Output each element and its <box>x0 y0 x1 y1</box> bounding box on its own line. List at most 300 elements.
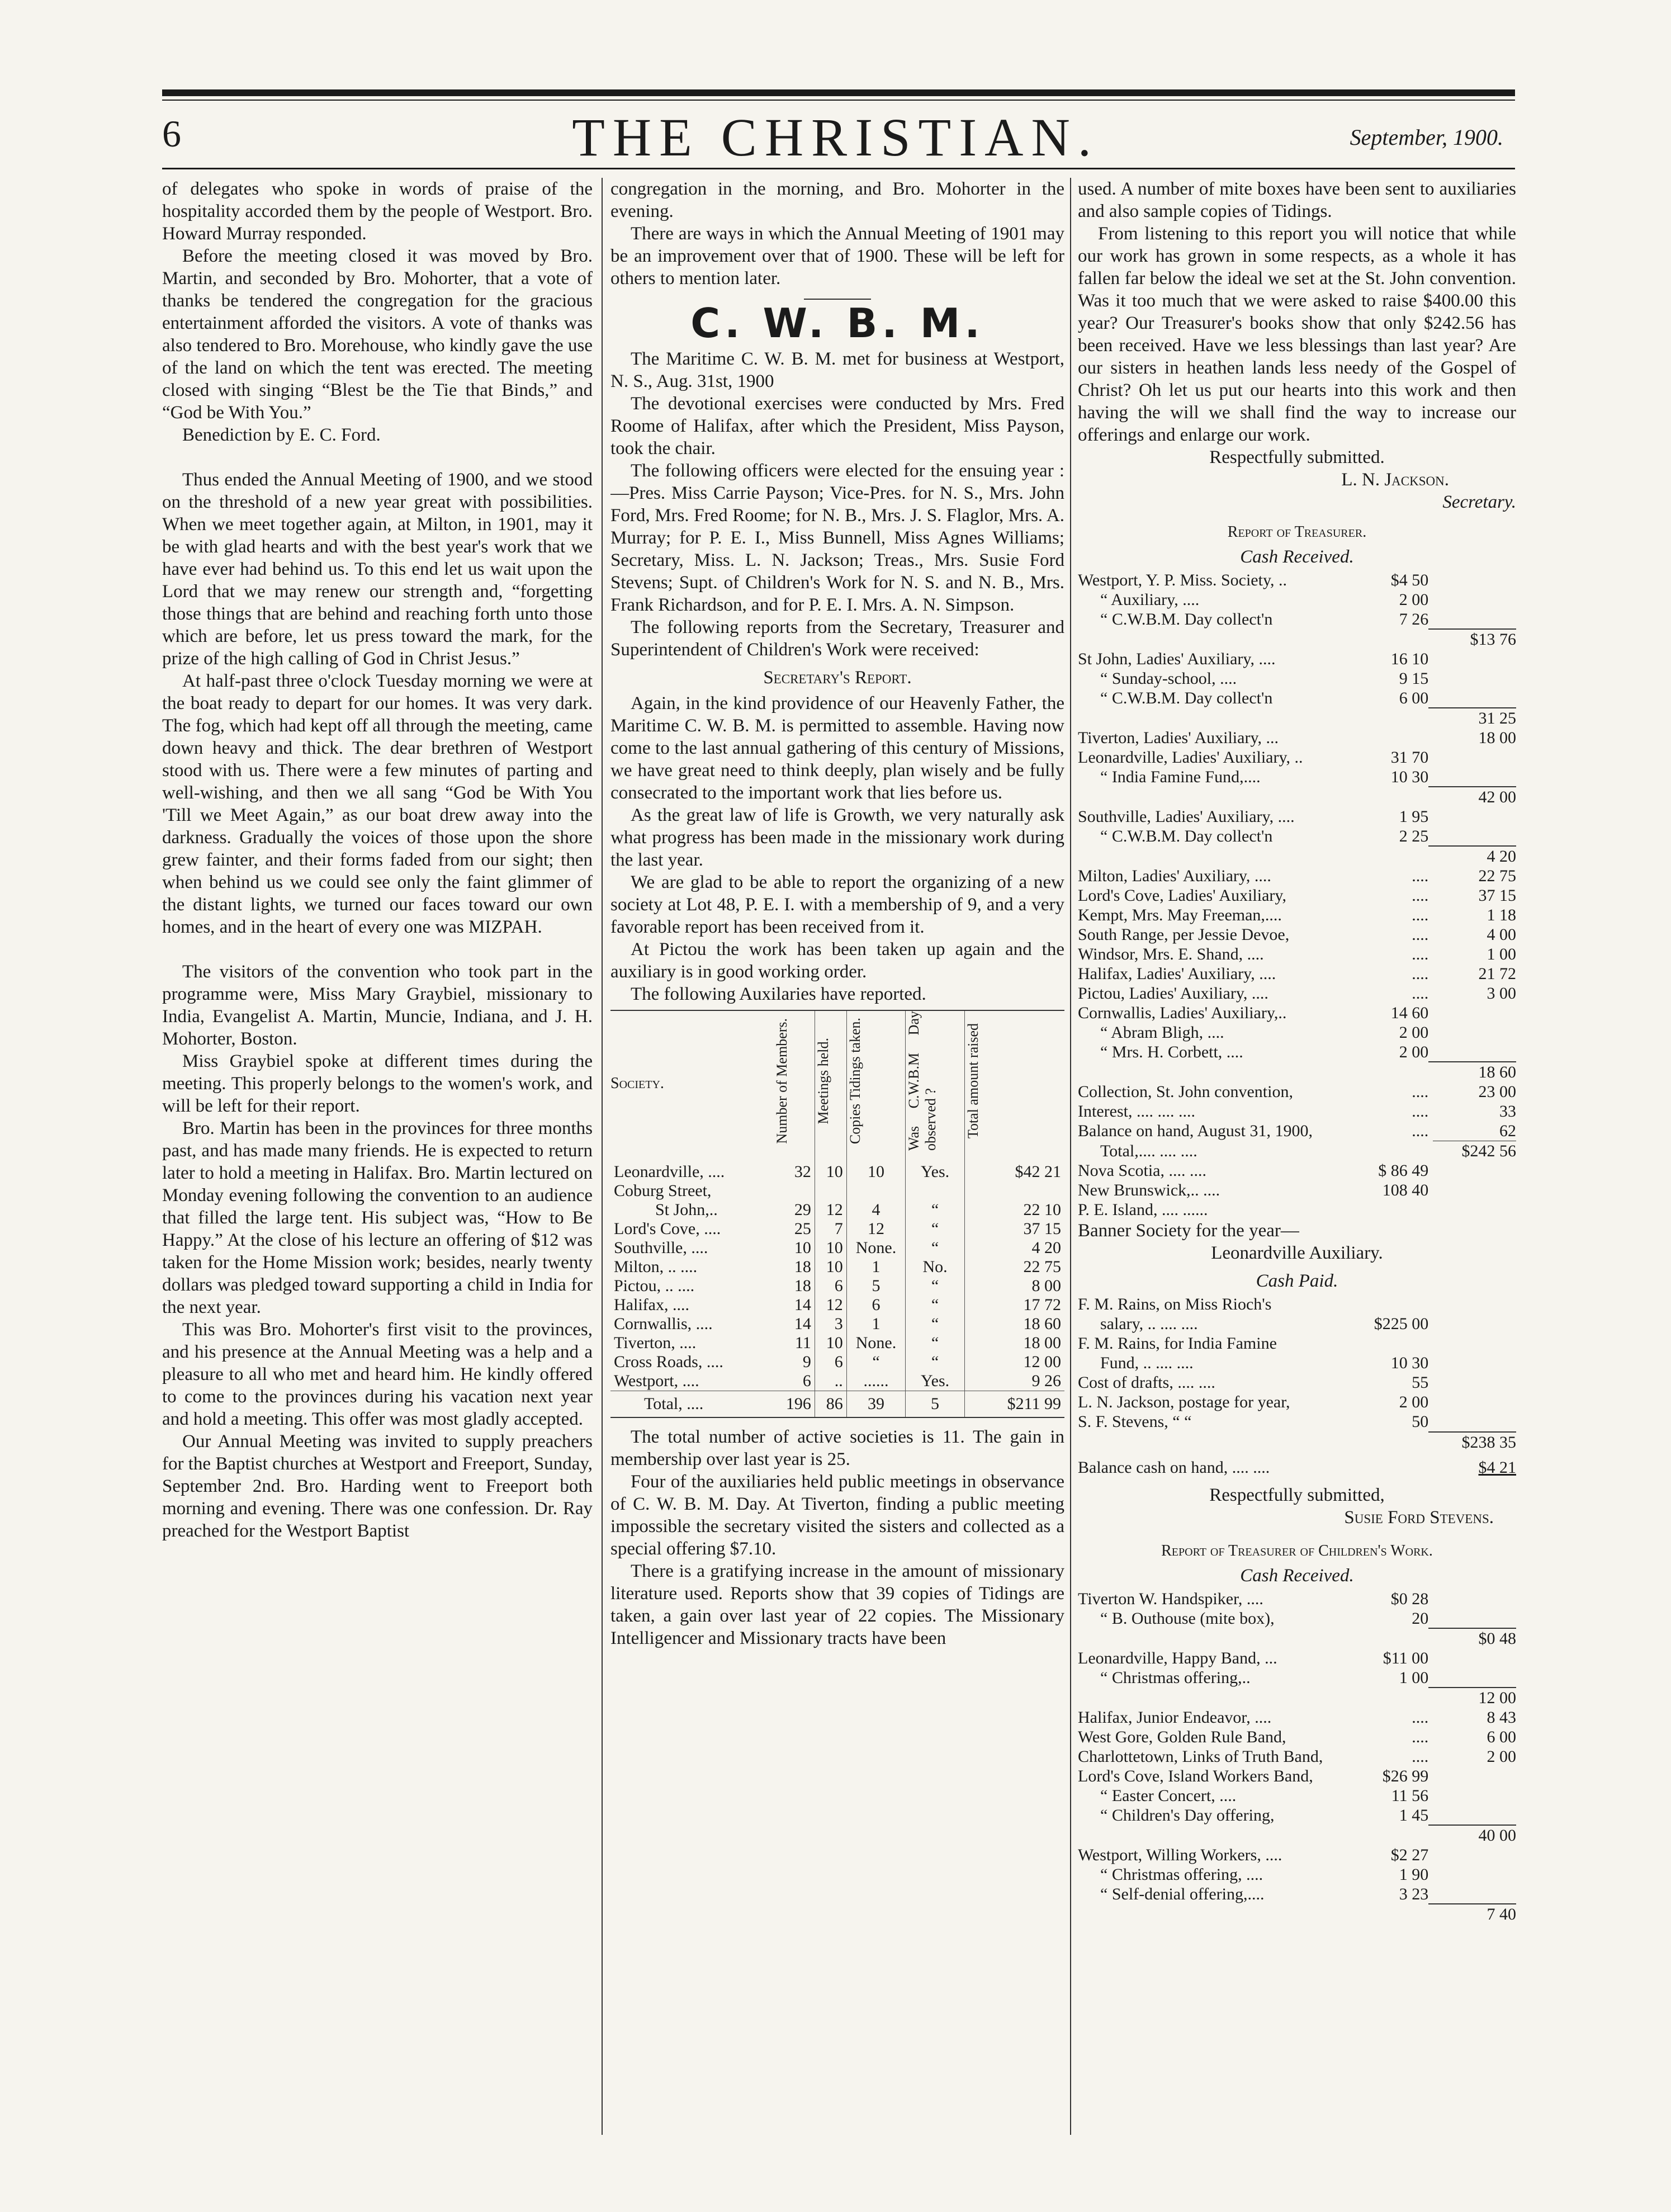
account-amount: 10 30 <box>1390 768 1429 786</box>
account-amount <box>1341 1294 1428 1314</box>
account-amount: .... <box>1412 984 1429 1003</box>
account-description: Halifax, Ladies' Auxiliary, .... <box>1078 965 1276 983</box>
account-amount: 31 70 <box>1390 748 1429 767</box>
account-amount: 10 30 <box>1390 1354 1429 1372</box>
report-heading: Secretary's Report. <box>763 668 912 688</box>
newspaper-title: THE CHRISTIAN. <box>572 107 1099 167</box>
table-cell <box>774 1181 815 1200</box>
spacer <box>162 446 593 469</box>
column-3 <box>1078 178 1516 2140</box>
paragraph: Thus ended the Annual Meeting of 1900, and we stood on the threshold of a new year great with possibilities. When we meet together again, at Milton, in 1901, may it be with glad hearts and with the best year's work that we have ever had behind us. To this end let us wait upon the Lord that we may renew our strength and, “forgetting those things that are behind and reaching forth unto those which are before, let us press toward the mark, for the prize of the high calling of God in Christ Jesus.” <box>162 470 593 669</box>
province-name: Nova Scotia, .... .... <box>1078 1161 1206 1180</box>
table-cell: 7 <box>815 1220 846 1239</box>
table-row <box>610 1200 1064 1220</box>
account-amount <box>1428 669 1516 688</box>
account-amount <box>1341 1825 1428 1845</box>
account-amount <box>1341 846 1428 866</box>
table-cell: 10 <box>774 1239 815 1258</box>
table-row <box>1078 1648 1516 1668</box>
account-description: Southville, Ladies' Auxiliary, .... <box>1078 807 1295 826</box>
paragraph: There is a gratifying increase in the amount of missionary literature used. Reports show that 39 copies of Tidings are taken, a gain over last year of 22 copies. The Missionary Intelligencer and Missionary tracts have been <box>610 1561 1064 1648</box>
account-description: “ India Famine Fund,.... <box>1100 768 1261 786</box>
account-description: Charlottetown, Links of Truth Band, <box>1078 1747 1323 1766</box>
table-cell: $211 99 <box>964 1391 1064 1418</box>
table-cell: 6 <box>815 1277 846 1296</box>
account-amount: .... <box>1412 906 1429 924</box>
table-cell: 18 <box>774 1277 815 1296</box>
account-description: South Range, per Jessie Devoe, <box>1078 925 1290 944</box>
account-description: Tiverton W. Handspiker, .... <box>1078 1590 1263 1608</box>
treasurer-report-heading: Report of Treasurer. <box>1227 523 1367 541</box>
table-row <box>1078 767 1516 787</box>
table-cell: 17 72 <box>1023 1296 1061 1314</box>
account-amount: 12 00 <box>1428 1688 1516 1708</box>
table-row <box>1078 609 1516 629</box>
table-cell: 12 00 <box>1023 1353 1061 1371</box>
account-amount <box>1428 748 1516 767</box>
table-row <box>1078 1003 1516 1023</box>
table-cell: 18 <box>774 1258 815 1277</box>
table-row <box>1078 1392 1516 1412</box>
table-row <box>610 1220 1064 1239</box>
account-description: Westport, Willing Workers, .... <box>1078 1846 1282 1864</box>
society-name-cell: Southville, .... <box>614 1239 708 1257</box>
account-description: Cost of drafts, .... .... <box>1078 1373 1215 1392</box>
table-cell: 1 <box>846 1315 906 1334</box>
table-row <box>1078 1805 1516 1825</box>
account-amount: 42 00 <box>1428 787 1516 807</box>
account-amount <box>1428 1668 1516 1688</box>
account-amount <box>1428 1884 1516 1904</box>
column-header: Copies Tidings taken. <box>846 1010 906 1156</box>
account-description <box>1078 787 1341 807</box>
account-amount: .... <box>1412 886 1429 905</box>
table-row <box>1078 1688 1516 1708</box>
table-cell: 6 <box>774 1372 815 1391</box>
account-amount <box>1341 629 1428 649</box>
table-cell: 25 <box>774 1220 815 1239</box>
account-amount: 9 15 <box>1399 669 1429 688</box>
table-row <box>610 1181 1064 1200</box>
account-amount <box>1341 728 1428 748</box>
page-number: 6 <box>162 112 181 155</box>
closing-line: Respectfully submitted. <box>1209 447 1385 467</box>
paragraph: We are glad to be able to report the organizing of a new society at Lot 48, P. E. I. with a membership of 9, and a very favorable report has been received from it. <box>610 872 1064 937</box>
paragraph: From listening to this report you will notice that while our work has grown in some respects, as a whole it has fallen far below the ideal we set at the St. John convention. Was it too much that we were asked to raise $400.00 this year? Our Treasurer's books show that only $242.56 has been received. Have we less blessings than last year? Are our sisters in heathen lands less needy of the Gospel of Christ? Oh let us put our hearts into this work and then having the will we shall find the way to increase our offerings and enlarge our work. <box>1078 224 1516 445</box>
table-row <box>1078 866 1516 886</box>
table-row <box>1078 748 1516 767</box>
account-description: “ C.W.B.M. Day collect'n <box>1100 827 1273 845</box>
society-name-cell: Milton, .. .... <box>614 1258 698 1276</box>
masthead-rule-bottom <box>162 168 1515 169</box>
society-name-cell: Total, .... <box>610 1391 774 1418</box>
auxiliaries-table <box>610 1010 1064 1418</box>
account-amount: 16 10 <box>1390 650 1429 668</box>
account-amount <box>1341 1628 1428 1648</box>
account-amount: 50 <box>1412 1412 1429 1431</box>
table-cell: 10 <box>815 1334 846 1353</box>
table-cell: Yes. <box>906 1372 965 1391</box>
account-amount: 1 45 <box>1399 1806 1429 1825</box>
account-description: Halifax, Junior Endeavor, .... <box>1078 1708 1272 1727</box>
table-cell: 6 <box>846 1296 906 1315</box>
issue-date: September, 1900. <box>1350 125 1503 150</box>
closing-line: Respectfully submitted, <box>1209 1485 1385 1505</box>
society-name-cell: Halifax, .... <box>614 1296 689 1314</box>
account-description: F. M. Rains, on Miss Rioch's <box>1078 1295 1272 1313</box>
province-name: P. E. Island, .... ...... <box>1078 1200 1208 1219</box>
account-amount <box>1428 590 1516 609</box>
account-description: Cornwallis, Ladies' Auxiliary,.. <box>1078 1004 1287 1022</box>
table-cell: 18 00 <box>1023 1334 1061 1352</box>
table-row <box>610 1334 1064 1353</box>
table-row <box>1078 944 1516 964</box>
table-row <box>1078 649 1516 669</box>
account-amount: .... <box>1412 945 1429 963</box>
table-row <box>1078 905 1516 925</box>
table-cell <box>846 1181 906 1200</box>
account-amount <box>1428 570 1516 590</box>
column-header: Meetings held. <box>815 1010 846 1156</box>
account-amount: $4 50 <box>1390 571 1429 589</box>
paragraph: The following officers were elected for the ensuing year :—Pres. Miss Carrie Payson; Vice-Pres. for N. S., Mrs. John Ford, Mrs. Fred Roome; for N. B., Mrs. J. S. Flaglor, Mrs. A. Murray; for P. E. I., Miss Bunnell, Miss Agnes Williams; Secretary, Miss. L. N. Jackson; Treas., Mrs. Susie Ford Stevens; Supt. of Children's Work for N. S. and N. B., Mrs. Frank Richardson, and for P. E. I. Mrs. A. N. Simpson. <box>610 461 1064 615</box>
paragraph: congregation in the morning, and Bro. Mohorter in the evening. <box>610 179 1064 221</box>
table-cell: 4 20 <box>1031 1239 1061 1257</box>
table-cell: 32 <box>774 1156 815 1181</box>
table-cell: “ <box>906 1277 965 1296</box>
table-row <box>1078 1121 1516 1141</box>
table-row <box>1078 1727 1516 1747</box>
table-row <box>1078 1865 1516 1884</box>
account-amount <box>1428 1314 1516 1334</box>
table-row <box>1078 669 1516 688</box>
account-amount: 40 00 <box>1428 1825 1516 1845</box>
account-description: Lord's Cove, Ladies' Auxiliary, <box>1078 886 1286 905</box>
account-amount <box>1341 1688 1428 1708</box>
cash-received-total <box>1078 1141 1516 1161</box>
table-cell: 5 <box>906 1391 965 1418</box>
table-row <box>1078 1708 1516 1727</box>
account-amount: 33 <box>1499 1102 1516 1121</box>
account-description: F. M. Rains, for India Famine <box>1078 1334 1277 1353</box>
paragraph: The visitors of the convention who took part in the programme were, Miss Mary Graybiel, missionary to India, Evangelist A. Martin, Muncie, Indiana, and J. H. Mohorter, Boston. <box>162 962 593 1049</box>
account-amount <box>1341 1334 1428 1353</box>
table-cell: “ <box>906 1296 965 1315</box>
account-amount <box>1428 1353 1516 1373</box>
paragraph: As the great law of life is Growth, we very naturally ask what progress has been made in the missionary work during the last year. <box>610 805 1064 870</box>
table-cell: “ <box>846 1353 906 1372</box>
society-name-cell: Tiverton, .... <box>614 1334 697 1352</box>
table-row <box>1078 846 1516 866</box>
table-row <box>1078 1412 1516 1431</box>
column-rule-2 <box>1070 178 1071 2135</box>
table-cell: 12 <box>815 1296 846 1315</box>
account-description <box>1078 1688 1341 1708</box>
account-amount: 22 75 <box>1478 867 1516 885</box>
table-total-row <box>610 1391 1064 1418</box>
account-amount <box>1428 1392 1516 1412</box>
account-description <box>1078 1904 1341 1924</box>
account-description <box>1078 1628 1341 1648</box>
paragraph: The total number of active societies is 11. The gain in membership over last year is 25. <box>610 1427 1064 1469</box>
paragraph: At half-past three o'clock Tuesday morning we were at the boat ready to depart for our homes. It was very dark. The fog, which had kept off all through the meeting, came down heavy and thick. The dear brethren of Westport stood with us. There were a few minutes of parting and well-wishing, and then we all sang “God be With You 'Till we Meet Again,” as our boat drew away into the darkness. Gradually the voices of those upon the shore grew fainter, and their forms faded from our sight; then when behind us we could see only the faint glimmer of the distant lights, we turned our faces toward our own homes, and in the heart of every one was MIZPAH. <box>162 671 593 937</box>
account-description: Tiverton, Ladies' Auxiliary, ... <box>1078 729 1279 747</box>
table-row <box>610 1156 1064 1181</box>
table-row <box>610 1353 1064 1372</box>
table-cell: 9 <box>774 1353 815 1372</box>
table-cell: 6 <box>815 1353 846 1372</box>
society-name-cell: Cornwallis, .... <box>614 1315 713 1333</box>
account-description: “ Self-denial offering,.... <box>1100 1885 1265 1903</box>
account-description <box>1078 846 1341 866</box>
table-cell: 22 75 <box>1023 1258 1061 1276</box>
table-cell <box>906 1181 965 1200</box>
table-row <box>1078 1062 1516 1082</box>
account-amount: .... <box>1412 925 1429 944</box>
account-description: Kempt, Mrs. May Freeman,.... <box>1078 906 1282 924</box>
account-amount: 23 00 <box>1478 1083 1516 1101</box>
signature-title: Secretary. <box>1442 492 1516 512</box>
account-description: “ C.W.B.M. Day collect'n <box>1100 610 1273 628</box>
table-row <box>1078 688 1516 708</box>
table-cell: “ <box>906 1200 965 1220</box>
account-amount: 7 40 <box>1428 1904 1516 1924</box>
cash-received-heading: Cash Received. <box>1240 547 1354 567</box>
table-row <box>1078 590 1516 609</box>
account-description: Milton, Ladies' Auxiliary, .... <box>1078 867 1271 885</box>
table-cell: 37 15 <box>1023 1220 1061 1238</box>
province-amount: 108 40 <box>1382 1181 1429 1199</box>
account-amount: 1 00 <box>1487 945 1516 963</box>
account-amount <box>1428 1609 1516 1628</box>
account-description: “ Abram Bligh, .... <box>1100 1023 1224 1042</box>
table-cell: 10 <box>815 1239 846 1258</box>
account-amount: 1 95 <box>1399 807 1429 826</box>
table-cell: 22 10 <box>1023 1200 1061 1219</box>
table-cell: “ <box>906 1334 965 1353</box>
account-amount: 11 56 <box>1391 1786 1429 1805</box>
table-cell: None. <box>846 1239 906 1258</box>
account-amount <box>1428 826 1516 846</box>
account-amount <box>1428 1334 1516 1353</box>
account-description: “ Easter Concert, .... <box>1100 1786 1237 1805</box>
children-cash-heading: Cash Received. <box>1240 1566 1354 1586</box>
column-header: Number of Members. <box>774 1010 815 1156</box>
paragraph: The Maritime C. W. B. M. met for business at Westport, N. S., Aug. 31st, 1900 <box>610 349 1064 391</box>
society-name-cell: Lord's Cove, .... <box>614 1220 721 1238</box>
account-amount: .... <box>1412 1708 1429 1727</box>
account-description <box>1078 708 1341 728</box>
table-row <box>1078 1825 1516 1845</box>
account-amount <box>1428 609 1516 629</box>
account-amount: $26 99 <box>1382 1767 1429 1785</box>
account-amount <box>1428 1786 1516 1805</box>
account-amount: $13 76 <box>1428 629 1516 649</box>
paragraph: Miss Graybiel spoke at different times during the meeting. This properly belongs to the women's work, and will be left for their report. <box>162 1051 593 1116</box>
table-cell: 10 <box>815 1156 846 1181</box>
table-row <box>1078 1766 1516 1786</box>
table-row <box>1078 807 1516 826</box>
paragraph: Bro. Martin has been in the provinces for three months past, and has made many friends. He is expected to return later to hold a meeting in Halifax. Bro. Martin lectured on Monday evening following the convention to an audience that filled the large tent. His subject was, “How to Be Happy.” At the close of his lecture an offering of $12 was taken for the Home Mission work; besides, nearly twenty dollars was pledged toward supporting a child in India for the next year. <box>162 1118 593 1317</box>
account-description: “ Christmas offering, .... <box>1100 1865 1263 1884</box>
account-amount: 4 20 <box>1428 846 1516 866</box>
column-rule-1 <box>602 178 603 2135</box>
table-row <box>1078 1845 1516 1865</box>
table-row <box>1078 728 1516 748</box>
account-amount: 55 <box>1412 1373 1429 1392</box>
table-row <box>1078 570 1516 590</box>
paragraph: used. A number of mite boxes have been sent to auxiliaries and also sample copies of Tidings. <box>1078 179 1516 221</box>
table-row: Total,.... .... .... $242 56 <box>1100 1141 1516 1160</box>
account-amount <box>1428 807 1516 826</box>
cash-paid-heading: Cash Paid. <box>1256 1271 1338 1291</box>
table-cell: 8 00 <box>1031 1277 1061 1295</box>
account-amount <box>1428 1805 1516 1825</box>
table-cell: 1 <box>846 1258 906 1277</box>
account-amount: 6 00 <box>1399 689 1429 707</box>
table-cell: 11 <box>774 1334 815 1353</box>
account-amount: 1 90 <box>1399 1865 1429 1884</box>
account-amount <box>1341 1904 1428 1924</box>
table-cell: ...... <box>846 1372 906 1391</box>
table-cell: .. <box>815 1372 846 1391</box>
account-description: Leonardville, Ladies' Auxiliary, .. <box>1078 748 1303 767</box>
account-amount <box>1341 1062 1428 1082</box>
table-cell: 14 <box>774 1315 815 1334</box>
signature: Susie Ford Stevens. <box>1344 1507 1494 1528</box>
account-amount: $11 00 <box>1383 1649 1429 1667</box>
account-amount: .... <box>1412 1728 1429 1746</box>
table-row <box>1078 1314 1516 1334</box>
account-amount: 7 26 <box>1399 610 1429 628</box>
children-report-heading: Report of Treasurer of Children's Work. <box>1161 1542 1433 1559</box>
column-header: Society. <box>610 1074 664 1092</box>
account-amount: 8 43 <box>1487 1708 1516 1727</box>
account-amount: 2 25 <box>1399 827 1429 845</box>
table-cell <box>964 1181 1064 1200</box>
table-cell: No. <box>906 1258 965 1277</box>
account-amount: 2 00 <box>1399 1393 1429 1411</box>
banner-society: Leonardville Auxiliary. <box>1211 1243 1383 1263</box>
paragraph: The following Auxilaries have reported. <box>631 984 926 1004</box>
account-amount: 18 60 <box>1428 1062 1516 1082</box>
column-2 <box>610 178 1064 2140</box>
table-cell: 5 <box>846 1277 906 1296</box>
section-heading: C. W. B. M. <box>690 300 984 347</box>
paragraph: Four of the auxiliaries held public meetings in observance of C. W. B. M. Day. At Tiverton, finding a public meeting impossible the secretary visited the sisters and collected as a special offering $7.10. <box>610 1472 1064 1559</box>
table-row <box>1078 1161 1516 1180</box>
table-row: Balance cash on hand, .... .... $4 21 <box>1078 1458 1516 1477</box>
table-row <box>1078 629 1516 649</box>
table-cell: $42 21 <box>1015 1162 1061 1181</box>
table-cell: 39 <box>846 1391 906 1418</box>
table-cell: Yes. <box>906 1156 965 1181</box>
paragraph: The following reports from the Secretary, Treasurer and Superintendent of Children's Work were received: <box>610 617 1064 660</box>
account-amount <box>1341 787 1428 807</box>
table-row <box>1078 1042 1516 1062</box>
table-row <box>1078 708 1516 728</box>
paragraph: of delegates who spoke in words of praise of the hospitality accorded them by the people of Westport. Bro. Howard Murray responded. <box>162 179 593 244</box>
account-amount: 6 00 <box>1487 1728 1516 1746</box>
table-row <box>610 1239 1064 1258</box>
banner-line: Banner Society for the year— <box>1078 1221 1299 1241</box>
paragraph: Our Annual Meeting was invited to supply preachers for the Baptist churches at Westport and Freeport, Sunday, September 2nd. Bro. Harding went to Freeport both morning and evening. There was one confession. Dr. Ray preached for the Westport Baptist <box>162 1431 593 1541</box>
account-amount: 2 00 <box>1399 1023 1429 1042</box>
account-amount: 2 00 <box>1399 1043 1429 1061</box>
table-row <box>1078 984 1516 1003</box>
paragraph: At Pictou the work has been taken up again and the auxiliary is in good working order. <box>610 939 1064 982</box>
account-description: “ B. Outhouse (mite box), <box>1100 1609 1275 1628</box>
society-name-cell: Coburg Street, <box>614 1181 712 1200</box>
account-amount: 20 <box>1412 1609 1429 1628</box>
masthead-rule-thin <box>162 100 1515 101</box>
column-1 <box>162 178 593 2140</box>
account-amount <box>1428 1865 1516 1884</box>
account-description: “ Children's Day offering, <box>1100 1806 1275 1825</box>
account-description: L. N. Jackson, postage for year, <box>1078 1393 1290 1411</box>
account-amount: $0 28 <box>1390 1590 1429 1608</box>
paragraph: There are ways in which the Annual Meeting of 1901 may be an improvement over that of 1900. These will be left for others to mention later. <box>610 224 1064 289</box>
account-amount: 21 72 <box>1478 965 1516 983</box>
account-amount: 62 <box>1499 1122 1516 1140</box>
account-description: Pictou, Ladies' Auxiliary, .... <box>1078 984 1268 1003</box>
province-name: New Brunswick,.. .... <box>1078 1181 1220 1199</box>
account-description: Windsor, Mrs. E. Shand, .... <box>1078 945 1264 963</box>
account-amount: 1 18 <box>1487 906 1516 924</box>
account-amount: $0 48 <box>1428 1628 1516 1648</box>
table-row <box>1078 1884 1516 1904</box>
table-cell: 10 <box>815 1258 846 1277</box>
masthead-rule-top <box>162 89 1515 96</box>
account-description: “ Sunday-school, .... <box>1100 669 1237 688</box>
table-row <box>1078 1023 1516 1042</box>
table-row <box>1078 1200 1516 1220</box>
table-cell: “ <box>906 1315 965 1334</box>
account-description: S. F. Stevens, “ “ <box>1078 1412 1192 1431</box>
table-cell: 14 <box>774 1296 815 1315</box>
table-row <box>1078 826 1516 846</box>
account-amount <box>1428 688 1516 708</box>
paragraph: This was Bro. Mohorter's first visit to the provinces, and his presence at the Annual Meeting was a help and a pleasure to all who met and heard him. He kindly offered to come to the provinces during his vacation next year and hold a meeting. This offer was most gladly accepted. <box>162 1320 593 1429</box>
account-description: Collection, St. John convention, <box>1078 1083 1293 1101</box>
account-amount: $2 27 <box>1390 1846 1429 1864</box>
account-description: Westport, Y. P. Miss. Society, .. <box>1078 571 1287 589</box>
table-cell: “ <box>906 1353 965 1372</box>
account-amount <box>1428 1412 1516 1431</box>
account-amount: .... <box>1412 867 1429 885</box>
spacer <box>162 938 593 961</box>
table-row <box>1078 1180 1516 1200</box>
table-header-row <box>610 1010 1064 1156</box>
account-amount: 2 00 <box>1399 590 1429 609</box>
account-amount <box>1428 1023 1516 1042</box>
children-cash-table <box>1078 1589 1516 1924</box>
account-amount: 4 00 <box>1487 925 1516 944</box>
cash-paid-table <box>1078 1294 1516 1431</box>
account-amount: 3 23 <box>1399 1885 1429 1903</box>
account-description: salary, .. .... .... <box>1100 1315 1198 1333</box>
account-description: Interest, .... .... .... <box>1078 1102 1195 1121</box>
table-cell: 3 <box>815 1315 846 1334</box>
cash-received-table <box>1078 570 1516 1141</box>
account-amount: 14 60 <box>1390 1004 1429 1022</box>
account-amount: .... <box>1412 1083 1429 1101</box>
account-amount: 31 25 <box>1428 708 1516 728</box>
account-amount: .... <box>1412 965 1429 983</box>
society-name-cell: Westport, .... <box>614 1372 699 1390</box>
account-amount <box>1428 1766 1516 1786</box>
account-amount <box>1428 649 1516 669</box>
